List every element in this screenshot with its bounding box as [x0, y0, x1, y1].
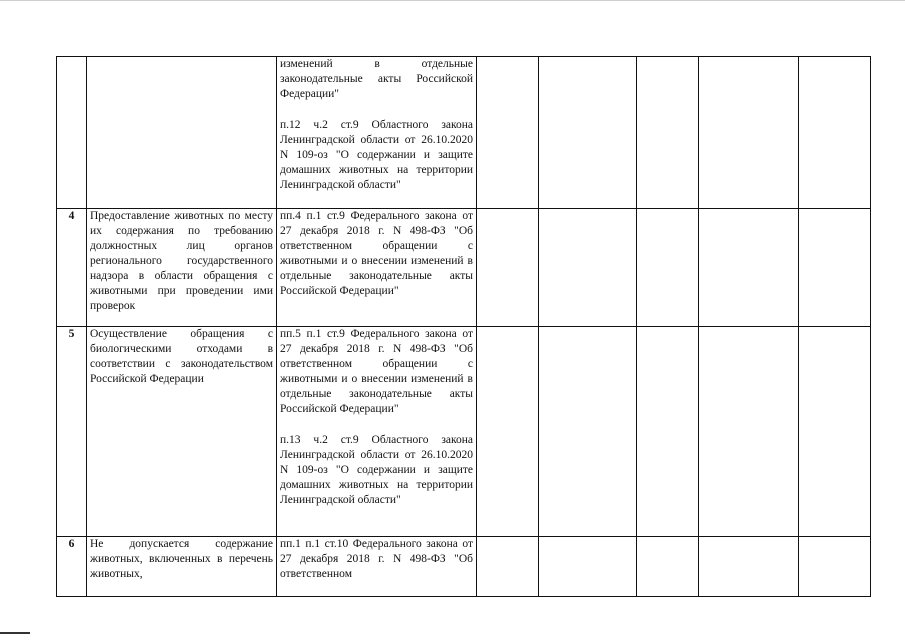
empty-cell: [477, 209, 539, 327]
empty-cell: [637, 327, 699, 537]
paragraph-gap: [280, 102, 473, 118]
requirements-table: [56, 56, 871, 597]
paragraph-gap: [280, 417, 473, 433]
empty-cell: [477, 537, 539, 597]
requirement-text: Не допускается содержание животных, включенных в перечень животных,: [90, 538, 273, 580]
empty-cell: [699, 57, 799, 209]
empty-cell: [799, 57, 871, 209]
table-row: [57, 537, 871, 597]
legal-basis-text: изменений в отдельные законодательные акты Российской Федерации": [280, 58, 473, 100]
legal-basis-text: пп.5 п.1 ст.9 Федерального закона от 27 декабря 2018 г. N 498-ФЗ "Об ответственном обращении с животными и о внесении изменений в отдельные законодательные акты Российской Федерации": [280, 328, 473, 415]
empty-cell: [539, 537, 637, 597]
page-top-edge: [0, 0, 905, 1]
requirement-cell: [87, 537, 277, 597]
empty-cell: [699, 327, 799, 537]
empty-cell: [799, 537, 871, 597]
empty-cell: [637, 57, 699, 209]
table-row: [57, 57, 871, 209]
legal-basis-cell: [277, 327, 477, 537]
legal-basis-cell: [277, 537, 477, 597]
empty-cell: [799, 327, 871, 537]
empty-cell: [539, 57, 637, 209]
requirement-cell: [87, 327, 277, 537]
empty-cell: [539, 327, 637, 537]
legal-basis-text: п.12 ч.2 ст.9 Областного закона Ленинградской области от 26.10.2020 N 109-оз "О содержании и защите домашних животных на территории Ленинградской области": [280, 119, 473, 191]
table-row: [57, 209, 871, 327]
table-row: [57, 327, 871, 537]
empty-cell: [637, 537, 699, 597]
requirement-cell: [87, 209, 277, 327]
empty-cell: [477, 327, 539, 537]
legal-basis-cell: [277, 209, 477, 327]
empty-cell: [699, 209, 799, 327]
legal-basis-text: пп.4 п.1 ст.9 Федерального закона от 27 декабря 2018 г. N 498-ФЗ "Об ответственном обращении с животными и о внесении изменений в отдельные законодательные акты Российской Федерации": [280, 210, 473, 297]
empty-cell: [799, 209, 871, 327]
page-corner-mark: [0, 632, 30, 634]
requirement-text: Предоставление животных по месту их содержания по требованию должностных лиц органов регионального государственного надзора в области обращения с животными при проведении ими проверок: [90, 210, 273, 312]
row-number: 6: [57, 537, 87, 597]
legal-basis-cell: [277, 57, 477, 209]
empty-cell: [637, 209, 699, 327]
row-number: [57, 57, 87, 209]
legal-basis-text: пп.1 п.1 ст.10 Федерального закона от 27 декабря 2018 г. N 498-ФЗ "Об ответственном: [280, 538, 473, 580]
row-number: 4: [57, 209, 87, 327]
requirement-text: Осуществление обращения с биологическими отходами в соответствии с законодательством Российской Федерации: [90, 328, 273, 385]
empty-cell: [477, 57, 539, 209]
empty-cell: [699, 537, 799, 597]
requirement-cell: [87, 57, 277, 209]
legal-basis-text: п.13 ч.2 ст.9 Областного закона Ленинградской области от 26.10.2020 N 109-оз "О содержании и защите домашних животных на территории Ленинградской области": [280, 434, 473, 506]
empty-cell: [539, 209, 637, 327]
row-number: 5: [57, 327, 87, 537]
